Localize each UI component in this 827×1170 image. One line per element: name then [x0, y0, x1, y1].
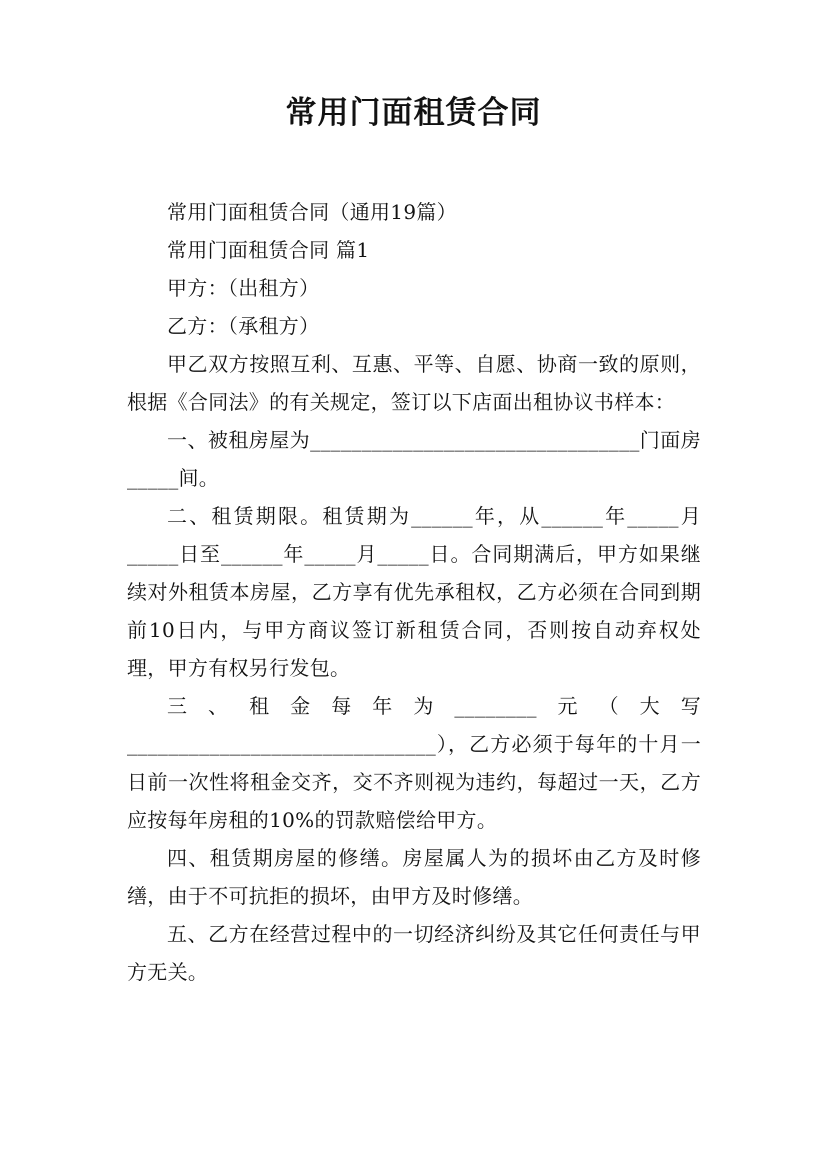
- paragraph-clause-5: 五、乙方在经营过程中的一切经济纠纷及其它任何责任与甲方无关。: [127, 922, 701, 984]
- paragraph-intro: 甲乙双方按照互利、互惠、平等、自愿、协商一致的原则，根据《合同法》的有关规定，签订以下店面出租协议书样本：: [127, 352, 701, 414]
- document-body: [127, 193, 701, 991]
- paragraph-party-a: 甲方：（出租方）: [167, 276, 320, 300]
- paragraph-party-b: 乙方：（承租方）: [167, 314, 320, 338]
- paragraph-section-heading: 常用门面租赁合同 篇1: [167, 238, 370, 262]
- paragraph-subtitle: 常用门面租赁合同（通用19篇）: [167, 200, 457, 224]
- paragraph-clause-1: 一、被租房屋为________________________________门面房_____间。: [127, 428, 701, 490]
- document-title: 常用门面租赁合同: [285, 95, 542, 131]
- paragraph-clause-3: 三、租金每年为________元（大写______________________________），乙方必须于每年的十月一日前一次性将租金交齐，交不齐则视为违约，每超过一天，乙方应按每年房租的10%的罚款赔偿给甲方。: [127, 694, 701, 832]
- paragraph-clause-4: 四、租赁期房屋的修缮。房屋属人为的损坏由乙方及时修缮，由于不可抗拒的损坏，由甲方及时修缮。: [127, 846, 701, 908]
- paragraph-clause-2: 二、租赁期限。租赁期为______年，从______年_____月_____日至______年_____月_____日。合同期满后，甲方如果继续对外租赁本房屋，乙方享有优先承租权，乙方必须在合同到期前10日内，与甲方商议签订新租赁合同，否则按自动弃权处理，甲方有权另行发包。: [127, 504, 701, 680]
